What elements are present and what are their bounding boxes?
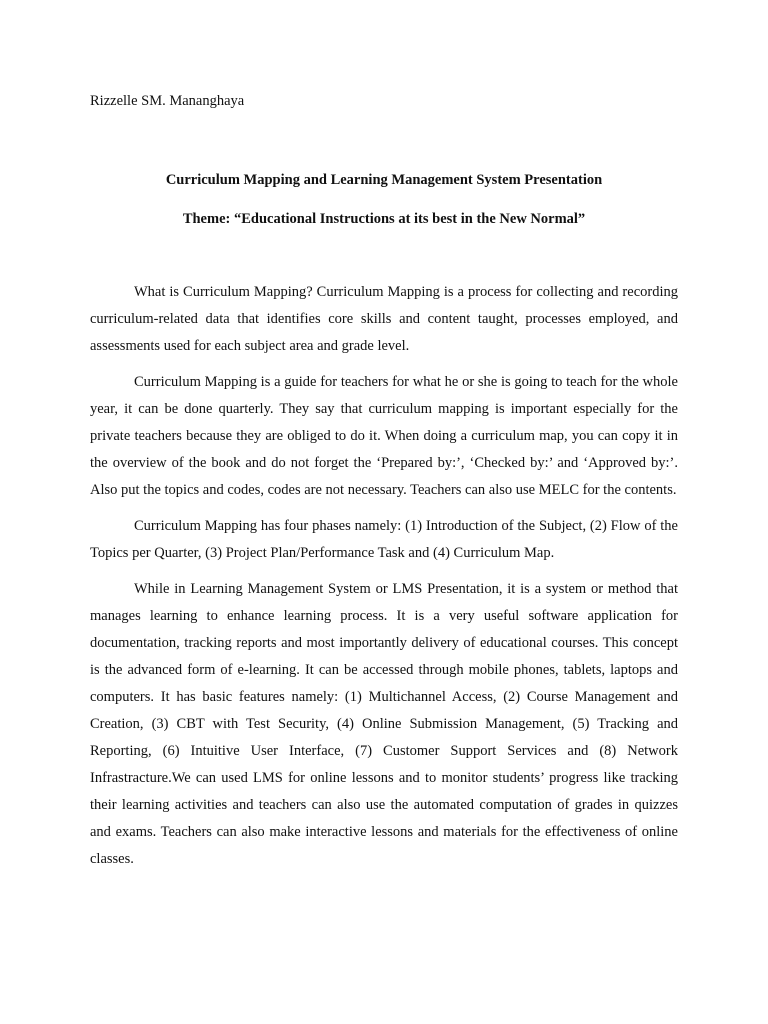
document-page bbox=[90, 88, 678, 882]
author-name: Rizzelle SM. Mananghaya bbox=[90, 93, 245, 109]
document-body bbox=[90, 279, 678, 873]
body-paragraph: What is Curriculum Mapping? Curriculum Mapping is a process for collecting and recording curriculum-related data that identifies core skills and content taught, processes employed, and assessments used for each subject area and grade level. bbox=[90, 284, 678, 354]
body-paragraph: While in Learning Management System or LMS Presentation, it is a system or method that manages learning to enhance learning process. It is a very useful software application for documentation, tracking reports and most importantly delivery of educational courses. This concept is the advanced form of e-learning. It can be accessed through mobile phones, tablets, laptops and computers. It has basic features namely: (1) Multichannel Access, (2) Course Management and Creation, (3) CBT with Test Security, (4) Online Submission Management, (5) Tracking and Reporting, (6) Intuitive User Interface, (7) Customer Support Services and (8) Network Infrastracture.We can used LMS for online lessons and to monitor students’ progress like tracking their learning activities and teachers can also use the automated computation of grades in quizzes and exams. Teachers can also make interactive lessons and materials for the effectiveness of online classes. bbox=[90, 581, 678, 867]
body-paragraph: Curriculum Mapping has four phases namely: (1) Introduction of the Subject, (2) Flow of the Topics per Quarter, (3) Project Plan/Performance Task and (4) Curriculum Map. bbox=[90, 518, 678, 561]
document-title: Curriculum Mapping and Learning Management System Presentation bbox=[165, 172, 603, 188]
document-theme: Theme: “Educational Instructions at its best in the New Normal” bbox=[182, 211, 586, 227]
body-paragraph: Curriculum Mapping is a guide for teachers for what he or she is going to teach for the whole year, it can be done quarterly. They say that curriculum mapping is important especially for the private teachers because they are obliged to do it. When doing a curriculum map, you can copy it in the overview of the book and do not forget the ‘Prepared by:’, ‘Checked by:’ and ‘Approved by:’. Also put the topics and codes, codes are not necessary. Teachers can also use MELC for the contents. bbox=[90, 374, 678, 498]
